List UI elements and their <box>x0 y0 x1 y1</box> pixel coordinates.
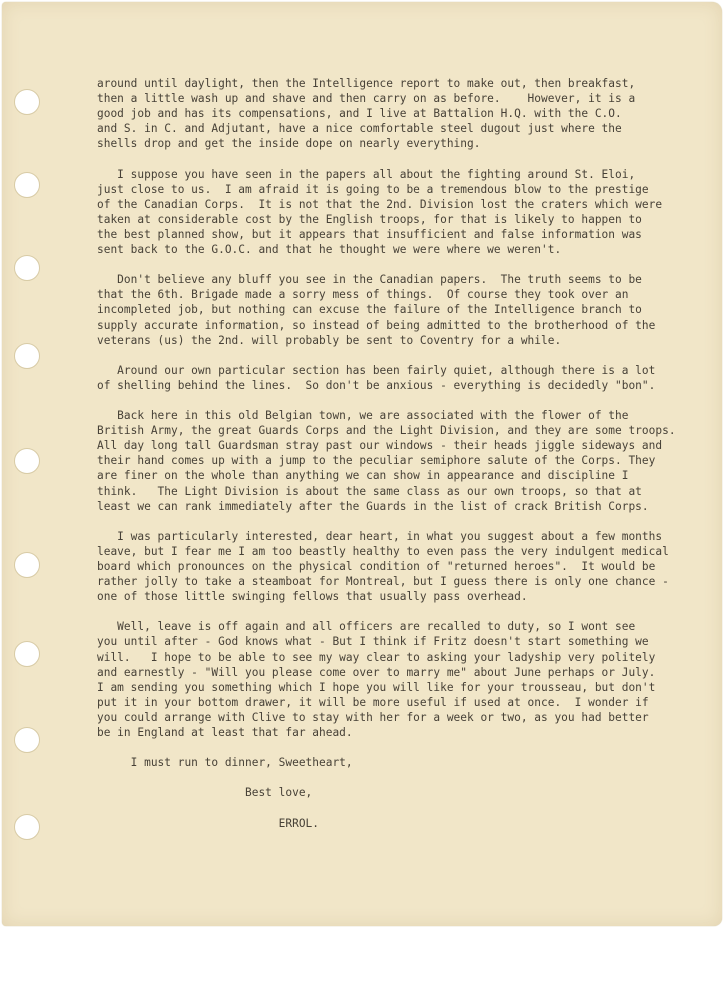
letter-line: around until daylight, then the Intelligence report to make out, then breakfast, <box>97 77 636 90</box>
binder-hole <box>14 448 40 474</box>
letter-line: shells drop and get the inside dope on nearly everything. <box>97 137 481 151</box>
letter-line: Well, leave is off again and all officers are recalled to duty, so I wont see <box>97 620 636 634</box>
letter-line: put it in your bottom drawer, it will be more useful if used at once. I wonder if <box>97 695 649 709</box>
binder-hole <box>14 727 40 753</box>
letter-line: Around our own particular section has been fairly quiet, although there is a lot <box>97 363 656 377</box>
letter-line: then a little wash up and shave and then carry on as before. However, it is a <box>97 92 636 106</box>
letter-line: Don't believe any bluff you see in the Canadian papers. The truth seems to be <box>97 273 642 287</box>
binder-hole <box>14 255 40 281</box>
letter-line: their hand comes up with a jump to the peculiar semiphore salute of the Corps. They <box>97 454 656 468</box>
letter-line: rather jolly to take a steamboat for Montreal, but I guess there is only one chance - <box>97 575 669 589</box>
letter-line: sent back to the G.O.C. and that he thought we were where we weren't. <box>97 243 562 257</box>
letter-line: least we can rank immediately after the Guards in the list of crack British Corps. <box>97 499 649 513</box>
letter-body <box>97 76 709 831</box>
letter-line: think. The Light Division is about the same class as our own troops, so that at <box>97 484 642 498</box>
letter-line: taken at considerable cost by the English troops, for that is likely to happen to <box>97 212 642 226</box>
binder-hole <box>14 343 40 369</box>
letter-line: and S. in C. and Adjutant, have a nice comfortable steel dugout just where the <box>97 122 622 136</box>
letter-line: you could arrange with Clive to stay with her for a week or two, as you had better <box>97 710 649 724</box>
letter-line: All day long tall Guardsman stray past our windows - their heads jiggle sideways and <box>97 439 663 453</box>
letter-line: the best planned show, but it appears that insufficient and false information was <box>97 227 642 241</box>
binder-hole <box>14 814 40 840</box>
letter-line: supply accurate information, so instead of being admitted to the brotherhood of the <box>97 318 656 332</box>
letter-line: of the Canadian Corps. It is not that the 2nd. Division lost the craters which were <box>97 197 663 211</box>
letter-line: board which pronounces on the physical condition of "returned heroes". It would be <box>97 560 656 573</box>
letter-line: are finer on the whole than anything we can show in appearance and discipline I <box>97 469 629 483</box>
letter-line: leave, but I fear me I am too beastly healthy to even pass the very indulgent medical <box>97 544 669 558</box>
binder-hole <box>14 641 40 667</box>
letter-line: incompleted job, but nothing can excuse the failure of the Intelligence branch to <box>97 303 642 317</box>
letter-line: veterans (us) the 2nd. will probably be sent to Coventry for a while. <box>97 333 562 347</box>
letter-signoff: Best love, <box>97 786 313 800</box>
letter-line: I am sending you something which I hope you will like for your trousseau, but don't <box>97 680 656 694</box>
letter-line: Back here in this old Belgian town, we are associated with the flower of the <box>97 409 629 423</box>
letter-line: just close to us. I am afraid it is going to be a tremendous blow to the prestige <box>97 182 649 196</box>
letter-line: one of those little swinging fellows that usually pass overhead. <box>97 590 528 604</box>
letter-signature: ERROL. <box>97 816 319 830</box>
letter-line: of shelling behind the lines. So don't be anxious - everything is decidedly "bon". <box>97 378 656 392</box>
letter-line: be in England at least that far ahead. <box>97 726 353 740</box>
letter-line: you until after - God knows what - But I think if Fritz doesn't start something we <box>97 635 649 649</box>
binder-hole <box>14 172 40 198</box>
letter-line: good job and has its compensations, and I live at Battalion H.Q. with the C.O. <box>97 107 622 121</box>
letter-closing: I must run to dinner, Sweetheart, <box>97 756 353 770</box>
letter-line: I suppose you have seen in the papers all about the fighting around St. Eloi, <box>97 167 636 181</box>
letter-line: and earnestly - "Will you please come over to marry me" about June perhaps or July. <box>97 665 656 679</box>
letter-line: I was particularly interested, dear heart, in what you suggest about a few months <box>97 529 663 543</box>
letter-line: that the 6th. Brigade made a sorry mess of things. Of course they took over an <box>97 288 629 302</box>
binder-hole <box>14 89 40 115</box>
letter-line: British Army, the great Guards Corps and the Light Division, and they are some troops. <box>97 424 676 438</box>
letter-line: will. I hope to be able to see my way clear to asking your ladyship very politely <box>97 650 656 664</box>
binder-hole <box>14 552 40 578</box>
